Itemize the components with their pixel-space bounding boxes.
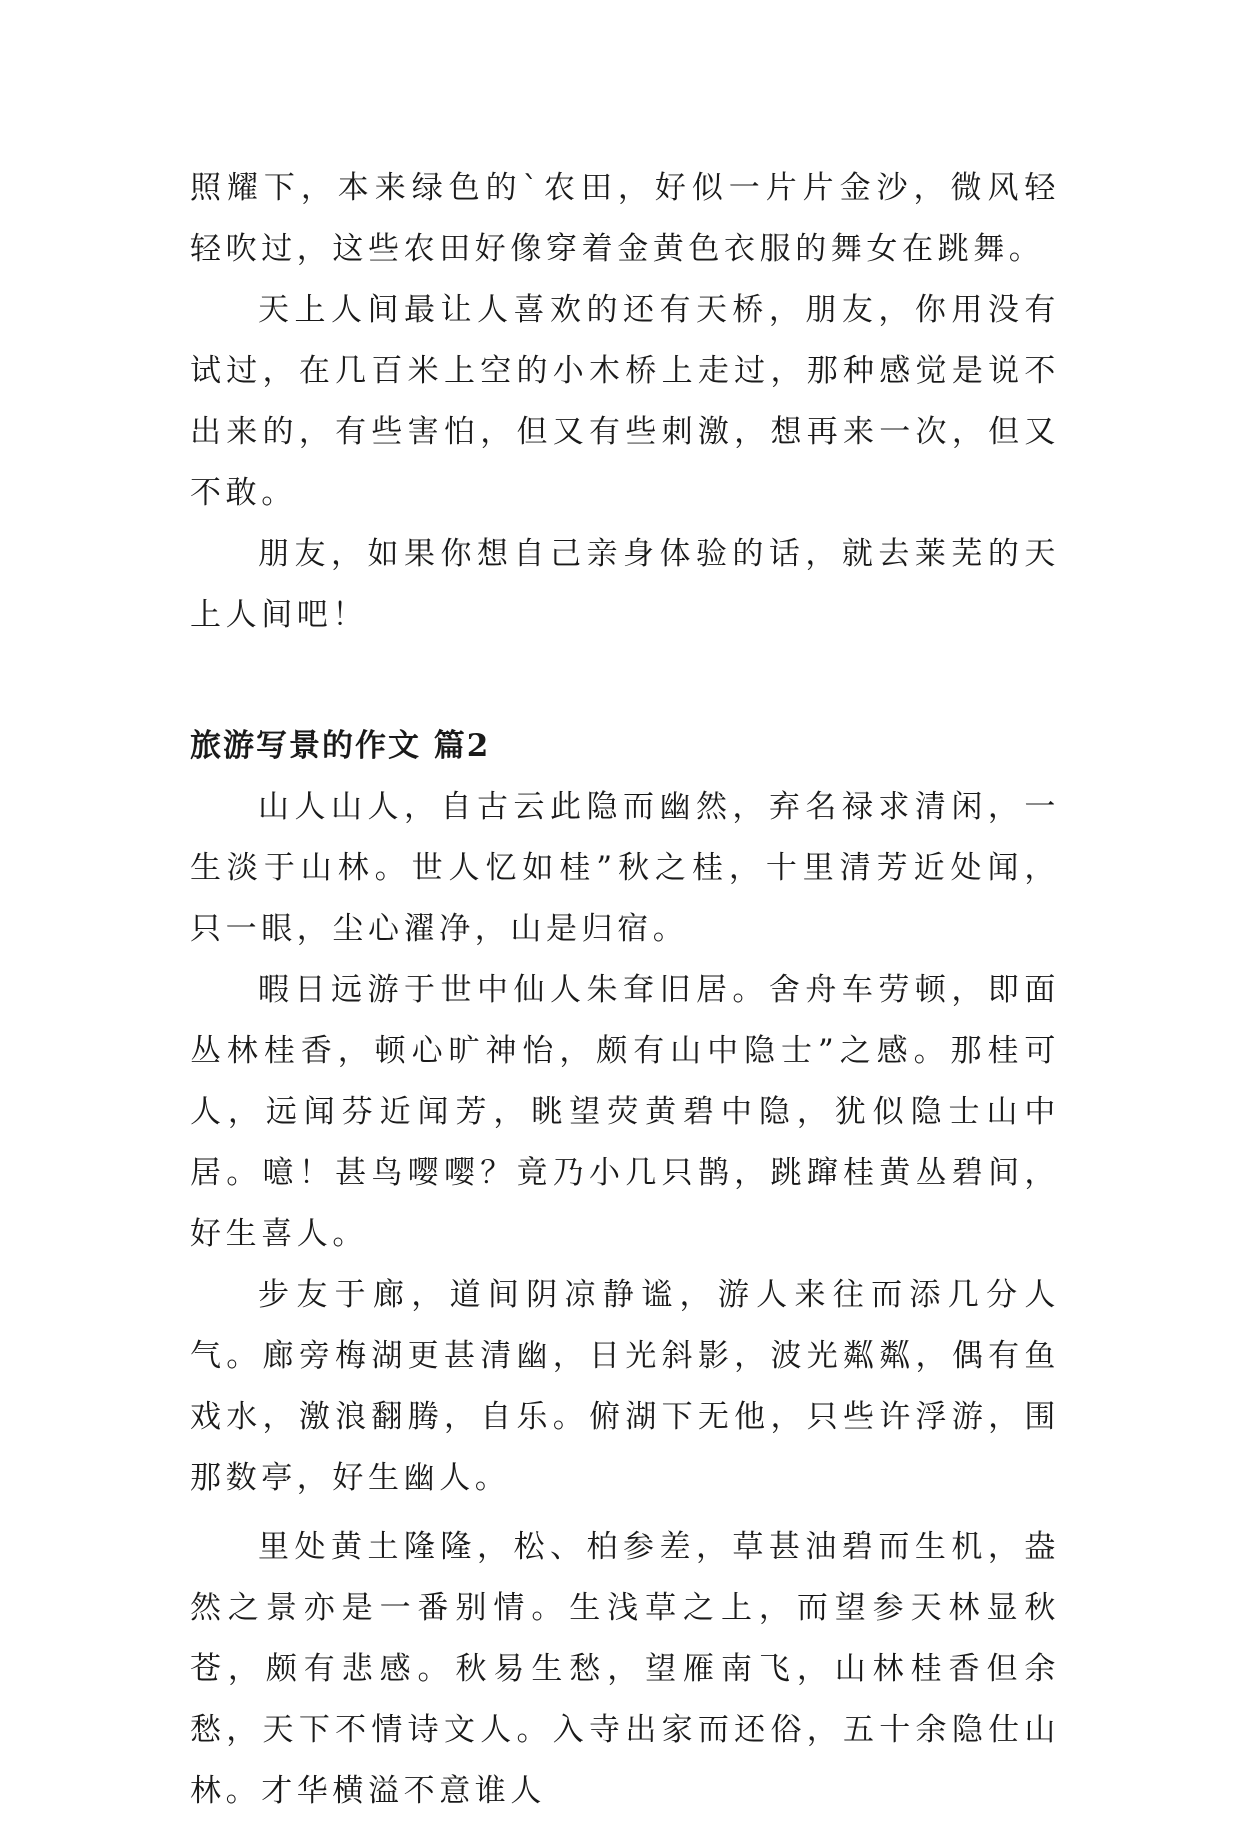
paragraph-1: 照耀下，本来绿色的`农田，好似一片片金沙，微风轻轻吹过，这些农田好像穿着金黄色衣服的舞女在跳舞。 bbox=[190, 170, 1060, 267]
paragraph-gap bbox=[190, 1509, 1060, 1517]
paragraph-3: 朋友，如果你想自己亲身体验的话，就去莱芜的天上人间吧！ bbox=[190, 536, 1060, 633]
paragraph-2: 天上人间最让人喜欢的还有天桥，朋友，你用没有试过，在几百米上空的小木桥上走过，那种感觉是说不出来的，有些害怕，但又有些刺激，想再来一次，但又不敢。 bbox=[190, 292, 1060, 511]
section-paragraph-3: 步友于廊，道间阴凉静谧，游人来往而添几分人气。廊旁梅湖更甚清幽，日光斜影，波光粼粼，偶有鱼戏水，激浪翻腾，自乐。俯湖下无他，只些许浮游，围那数亭，好生幽人。 bbox=[190, 1277, 1060, 1496]
section-paragraph-2: 暇日远游于世中仙人朱耷旧居。舍舟车劳顿，即面丛林桂香，顿心旷神怡，颇有山中隐士”之感。那桂可人，远闻芬近闻芳，眺望荧黄碧中隐，犹似隐士山中居。噫！甚鸟嘤嘤？竟乃小几只鹊，跳蹿桂黄丛碧间，好生喜人。 bbox=[190, 972, 1060, 1252]
section-paragraph-1: 山人山人，自古云此隐而幽然，弃名禄求清闲，一生淡于山林。世人忆如桂”秋之桂，十里清芳近处闻，只一眼，尘心濯净，山是归宿。 bbox=[190, 789, 1060, 947]
section-gap bbox=[190, 646, 1060, 716]
document-page bbox=[190, 158, 1060, 1822]
section-title: 旅游写景的作文 篇2 bbox=[190, 728, 491, 764]
section-paragraph-4: 里处黄土隆隆，松、柏参差，草甚油碧而生机，盎然之景亦是一番别情。生浅草之上，而望参天林显秋苍，颇有悲感。秋易生愁，望雁南飞，山林桂香但余愁，天下不情诗文人。入寺出家而还俗，五十余隐仕山林。才华横溢不意谁人 bbox=[190, 1529, 1060, 1809]
